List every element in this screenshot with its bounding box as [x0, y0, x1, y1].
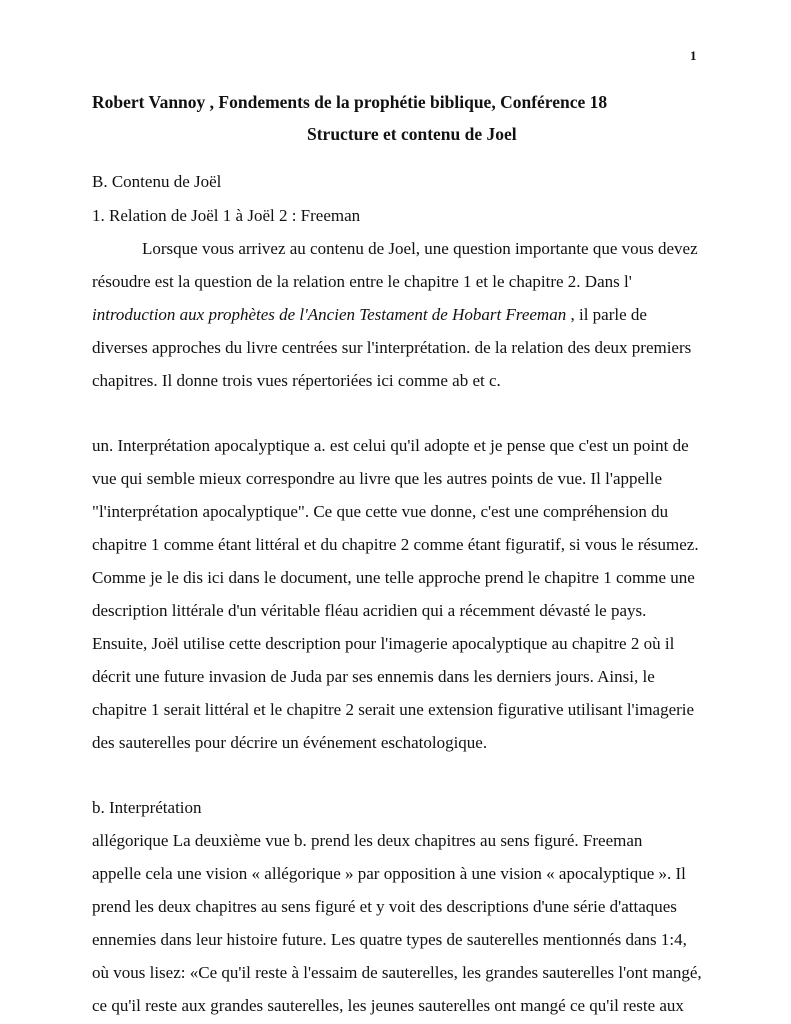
paragraph-3-line: ce qu'il reste aux grandes sauterelles, les jeunes sauterelles ont mangé ce qu'il reste aux: [92, 996, 684, 1015]
paragraph-1-line-rest: , il parle de: [566, 305, 647, 324]
book-title-italic: introduction aux prophètes de l'Ancien Testament de Hobart Freeman: [92, 305, 567, 324]
paragraph-1-line: Lorsque vous arrivez au contenu de Joel, une question importante que vous devez: [142, 239, 698, 258]
document-title: Robert Vannoy , Fondements de la prophétie biblique, Conférence 18: [92, 92, 608, 112]
paragraph-1-line: résoudre est la question de la relation entre le chapitre 1 et le chapitre 2. Dans l': [92, 272, 632, 291]
paragraph-3-line: prend les deux chapitres au sens figuré et y voit des descriptions d'une série d'attaques: [92, 897, 677, 916]
paragraph-2-line: vue qui semble mieux correspondre au livre que les autres points de vue. Il l'appelle: [92, 469, 663, 488]
paragraph-3-line: où vous lisez: «Ce qu'il reste à l'essaim de sauterelles, les grandes sauterelles l'ont mangé,: [92, 963, 702, 982]
section-heading: B. Contenu de Joël: [92, 172, 222, 191]
paragraph-2-line: Ensuite, Joël utilise cette description pour l'imagerie apocalyptique au chapitre 2 où il: [92, 634, 675, 653]
paragraph-1-line: [92, 305, 647, 325]
paragraph-2-line: chapitre 1 serait littéral et le chapitre 2 serait une extension figurative utilisant l'imagerie: [92, 700, 695, 719]
paragraph-2-line: description littérale d'un véritable fléau acridien qui a récemment dévasté le pays.: [92, 601, 647, 620]
paragraph-3-line: b. Interprétation: [92, 798, 202, 817]
paragraph-3-line: allégorique La deuxième vue b. prend les deux chapitres au sens figuré. Freeman: [92, 831, 643, 850]
paragraph-1-line: diverses approches du livre centrées sur l'interprétation. de la relation des deux premiers: [92, 338, 692, 357]
document-subtitle: Structure et contenu de Joel: [307, 124, 517, 144]
paragraph-3-line: appelle cela une vision « allégorique » par opposition à une vision « apocalyptique ». Il: [92, 864, 686, 883]
paragraph-2-line: un. Interprétation apocalyptique a. est celui qu'il adopte et je pense que c'est un point de: [92, 436, 689, 455]
page-number: 1: [690, 48, 697, 63]
paragraph-2-line: chapitre 1 comme étant littéral et du chapitre 2 comme étant figuratif, si vous le résumez.: [92, 535, 699, 554]
paragraph-2-line: "l'interprétation apocalyptique". Ce que cette vue donne, c'est une compréhension du: [92, 502, 669, 521]
paragraph-2-line: Comme je le dis ici dans le document, une telle approche prend le chapitre 1 comme une: [92, 568, 695, 587]
paragraph-2-line: décrit une future invasion de Juda par ses ennemis dans les derniers jours. Ainsi, le: [92, 667, 655, 686]
paragraph-3-line: ennemies dans leur histoire future. Les quatre types de sauterelles mentionnés dans 1:4,: [92, 930, 687, 949]
subsection-heading: 1. Relation de Joël 1 à Joël 2 : Freeman: [92, 206, 361, 225]
paragraph-1-line: chapitres. Il donne trois vues répertoriées ici comme ab et c.: [92, 371, 501, 390]
paragraph-2-line: des sauterelles pour décrire un événement eschatologique.: [92, 733, 488, 752]
